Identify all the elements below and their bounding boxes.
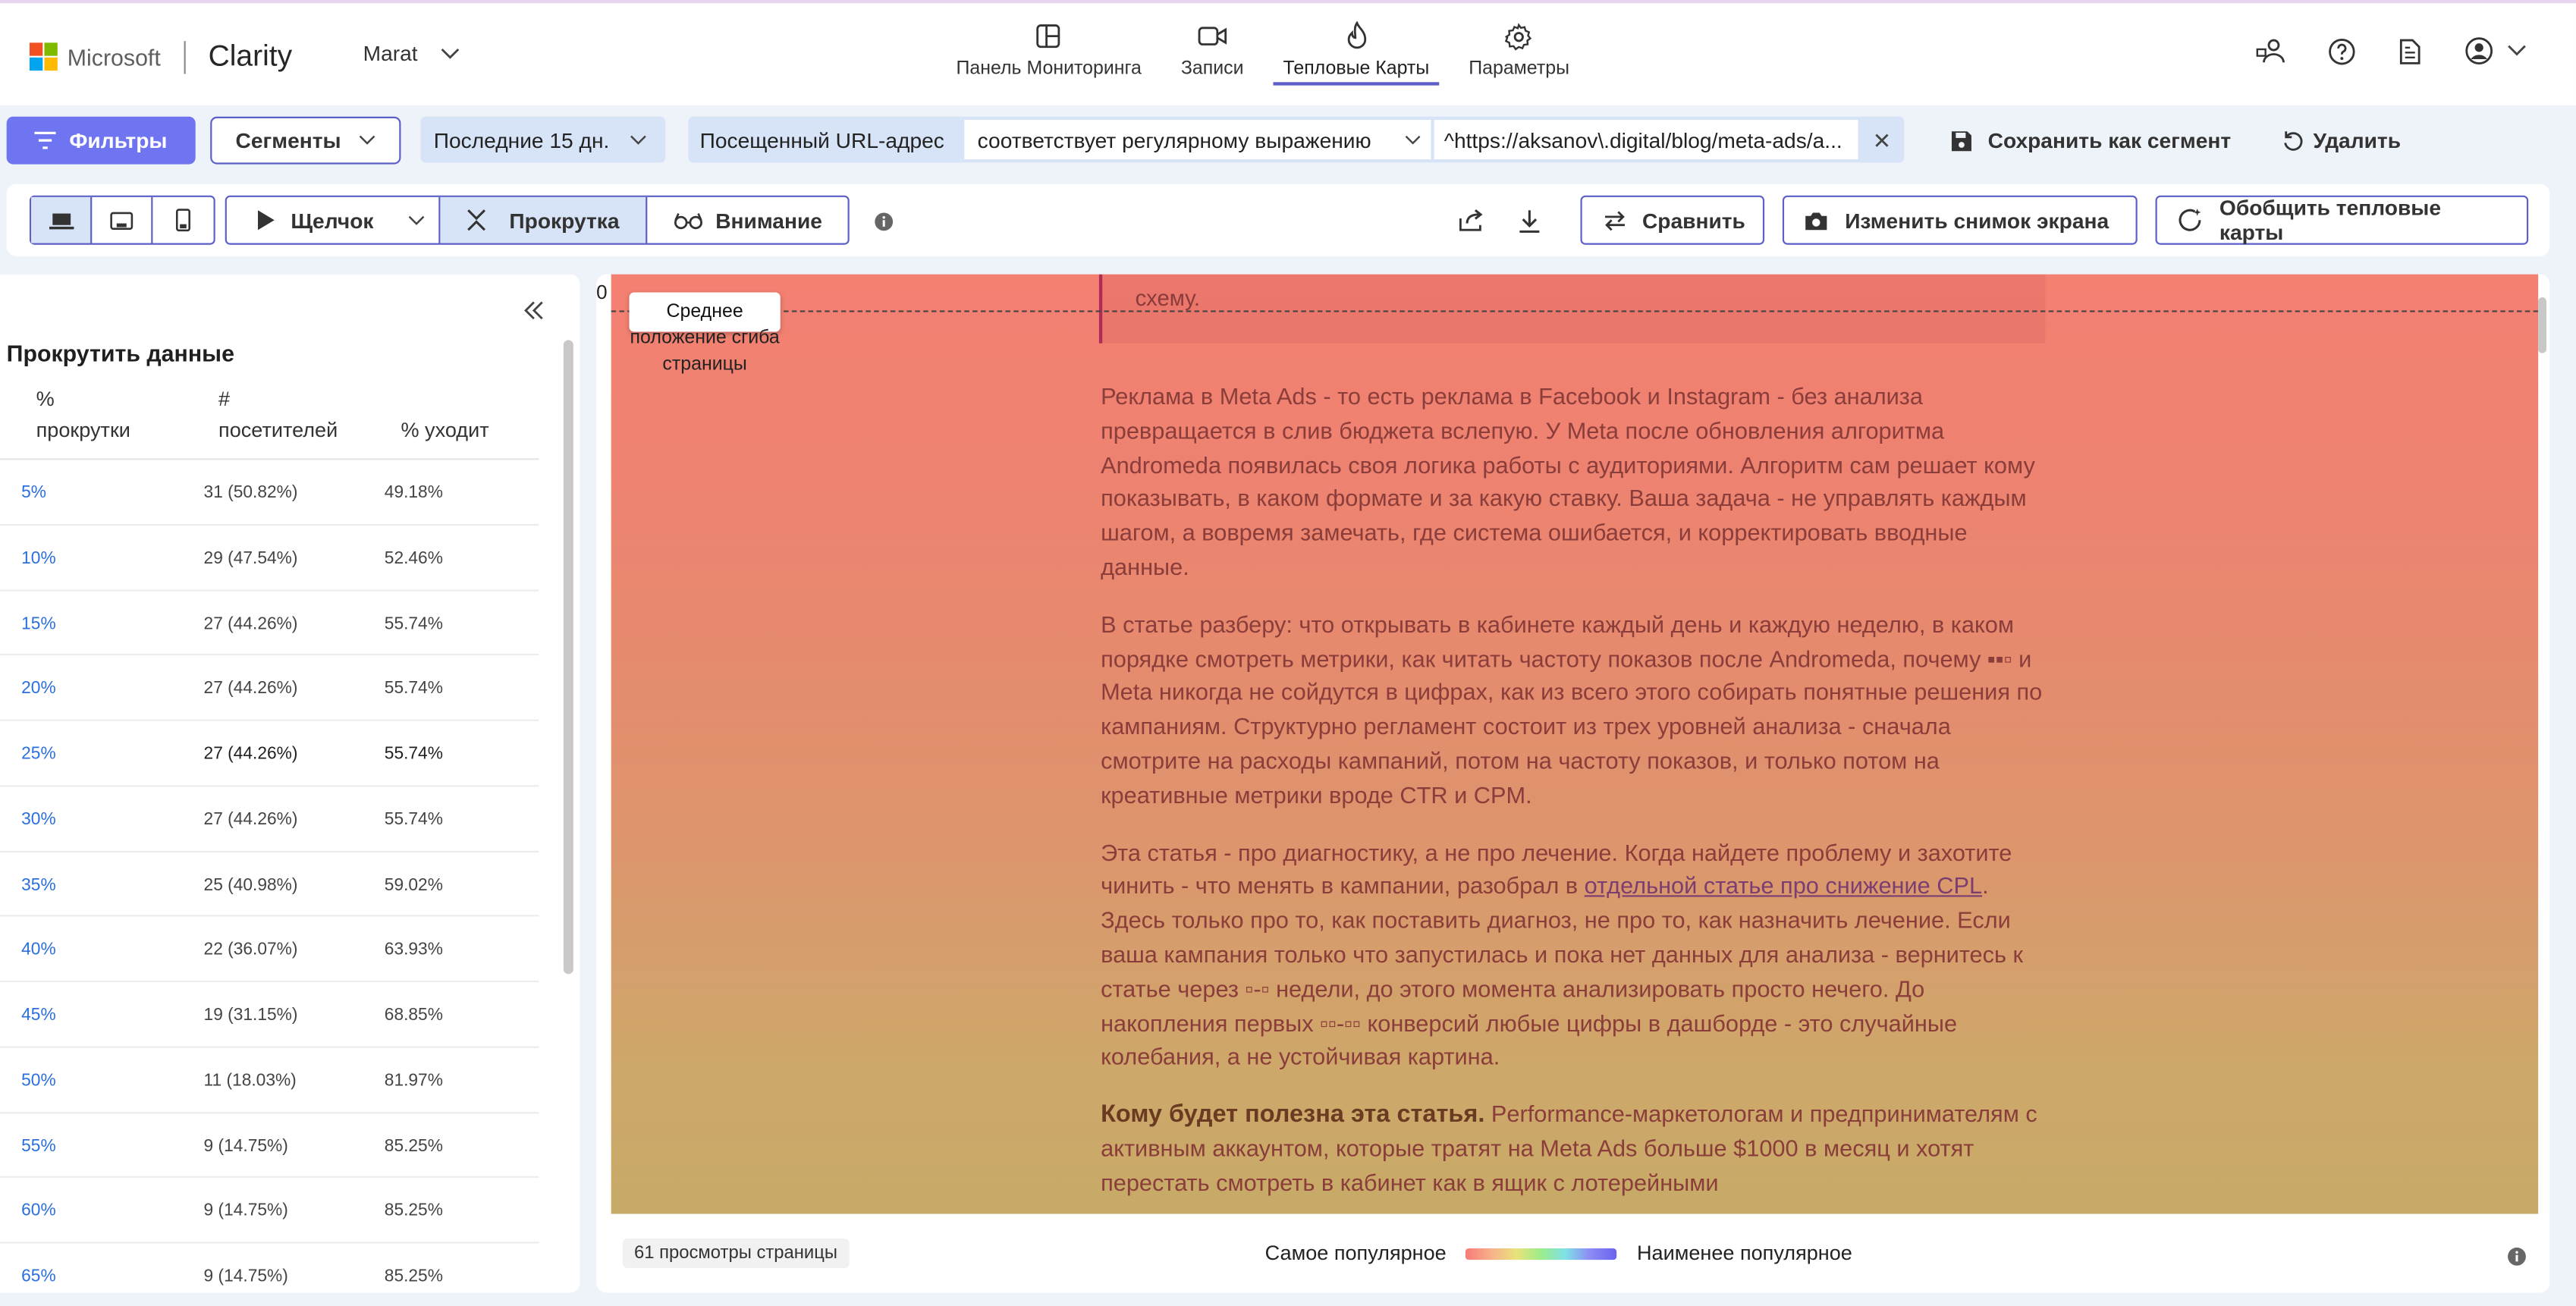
close-icon: [1874, 132, 1888, 146]
url-value-input[interactable]: ^https://aksanov\.digital/blog/meta-ads/a...: [1434, 120, 1858, 159]
table-row[interactable]: [0, 721, 539, 786]
average-fold-label: Среднее: [630, 293, 781, 332]
article-paragraph: Реклама в Meta Ads - то есть реклама в Facebook и Instagram - без анализа превращается в слив бюджета вслепую. У Meta после обновления алгоритма Andromeda появилась своя логика работы с аудиториями. Алгоритм сам решает кому показывать, в каком формате и за какую ставку. Ваша задача - не управлять каждым шагом, а вовремя замечать, где система ошибается, и корректировать вводные данные.: [1101, 384, 2035, 582]
tab-label: Тепловые Карты: [1283, 58, 1430, 79]
segments-label: Сегменты: [235, 127, 341, 153]
average-fold-label-rest: положение сгиба страницы: [630, 328, 780, 374]
row-scroll-pct: 10%: [21, 548, 56, 568]
table-row[interactable]: [0, 1178, 539, 1243]
scroll-table-body: [0, 460, 539, 1292]
mobile-button[interactable]: [152, 197, 213, 243]
share-project-button[interactable]: [2256, 38, 2285, 64]
article-paragraph: [1101, 1099, 2047, 1201]
docs-button[interactable]: [2399, 37, 2421, 65]
article-quote-block: [1099, 275, 2046, 344]
row-scroll-pct: 35%: [21, 874, 56, 895]
row-visitors: 9 (14.75%): [203, 1266, 288, 1286]
toolbar-actions: [1459, 196, 2528, 245]
row-visitors: 9 (14.75%): [203, 1201, 288, 1221]
url-filter-label: Посещенный URL-адрес: [699, 127, 944, 152]
camera-icon: [1804, 209, 1828, 231]
tab-label: Записи: [1180, 58, 1244, 79]
chevron-down-icon: [1405, 134, 1422, 146]
info-icon[interactable]: [2507, 1245, 2527, 1275]
tablet-icon: [110, 211, 133, 229]
document-icon: [2399, 37, 2421, 65]
table-row[interactable]: [0, 1244, 539, 1293]
heat-legend: [1265, 1242, 1852, 1264]
heatmap-viewport: [596, 275, 2549, 1293]
table-row[interactable]: [0, 460, 539, 525]
column-header-scroll-pct[interactable]: [36, 385, 130, 447]
desktop-button[interactable]: [31, 197, 92, 243]
row-visitors: 11 (18.03%): [203, 1070, 297, 1091]
brand[interactable]: [30, 39, 292, 74]
user-circle-icon: [2464, 36, 2494, 66]
article-paragraph: [1101, 837, 2047, 1076]
mode-scroll-button[interactable]: [440, 197, 647, 243]
header-line: прокрутки: [36, 419, 130, 442]
date-range-chip[interactable]: [420, 117, 665, 163]
row-visitors: 29 (47.54%): [203, 548, 298, 568]
tab-dashboard[interactable]: [947, 20, 1151, 86]
summarize-label: Обобщить тепловые карты: [2219, 195, 2441, 245]
table-row[interactable]: [0, 786, 539, 852]
pageviews-badge: 61 просмотры страницы: [623, 1239, 849, 1268]
bold-lead: Кому будет полезна эта статья.: [1101, 1100, 1485, 1129]
row-leaves: 63.93%: [384, 940, 443, 960]
microsoft-logo-icon: [30, 42, 58, 71]
delete-button[interactable]: [2282, 128, 2401, 152]
text-run: Performance-маркетологам и предпринимателям с активным аккаунтом, которые тратят на Meta Ads больше $1000 в месяц и хотят перестать смотреть в кабинет как в ящик с лотерейными: [1101, 1102, 2037, 1198]
row-leaves: 59.02%: [384, 874, 443, 895]
top-nav: [0, 3, 2576, 105]
row-scroll-pct: 55%: [21, 1135, 56, 1156]
swap-icon: [1603, 209, 1626, 231]
url-operator-value: соответствует регулярному выражению: [977, 127, 1371, 152]
change-screenshot-label: Изменить снимок экрана: [1845, 207, 2109, 233]
row-leaves: 55.74%: [384, 613, 443, 633]
double-chevron-left-icon: [523, 300, 545, 320]
filters-label: Фильтры: [69, 127, 168, 153]
save-icon: [1950, 129, 1973, 152]
row-leaves: 85.25%: [384, 1266, 443, 1286]
row-scroll-pct: 20%: [21, 679, 56, 699]
gear-icon: [1505, 22, 1533, 50]
legend-least-popular: Наименее популярное: [1636, 1242, 1852, 1265]
scroll-zero-marker: 0: [596, 281, 608, 304]
heatmap-footer: [596, 1214, 2549, 1293]
row-leaves: 68.85%: [384, 1005, 443, 1025]
brand-company: Microsoft: [67, 43, 161, 71]
compare-label: Сравнить: [1641, 207, 1745, 233]
row-visitors: 27 (44.26%): [203, 744, 298, 764]
share-icon: [1459, 209, 1485, 231]
mode-attention-button[interactable]: [647, 197, 847, 243]
scroll-heatmap-overlay[interactable]: [611, 275, 2538, 1214]
dashboard-icon: [1035, 23, 1062, 49]
account-menu[interactable]: [2464, 36, 2527, 66]
row-scroll-pct: 65%: [21, 1266, 56, 1286]
tab-heatmaps[interactable]: [1274, 20, 1440, 86]
row-visitors: 19 (31.15%): [203, 1005, 298, 1025]
brand-product: Clarity: [208, 39, 293, 73]
chevron-down-icon: [357, 135, 375, 146]
row-leaves: 52.46%: [384, 548, 443, 568]
copilot-icon: [2177, 207, 2204, 234]
text-run: . Здесь только про то, как поставить диагноз, не про то, как назначить лечение. Если ваша кампания только что запустилась и пока нет данных для анализа - вернитесь к статье через ▫-▫ недели, до этого момента анализировать просто нечего. До накопления первых ▫▫-▫▫ конверсий любые цифры в дашборде - это случайные колебания, а не устойчивая картина.: [1101, 874, 2024, 1072]
filter-icon: [35, 131, 56, 149]
panel-scrollbar[interactable]: [564, 340, 573, 974]
article-content: [1101, 381, 2047, 1213]
url-operator-select[interactable]: [964, 120, 1431, 159]
flame-icon: [1345, 21, 1368, 51]
mode-scroll-label: Прокрутка: [509, 207, 620, 233]
chevron-down-icon: [441, 47, 460, 60]
table-row[interactable]: [0, 526, 539, 591]
help-button[interactable]: [2328, 37, 2356, 65]
header-line: посетителей: [218, 419, 338, 442]
brand-divider: [184, 40, 185, 73]
help-icon: [2328, 37, 2356, 65]
header-actions: [2213, 36, 2527, 66]
heatmap-mode-selector: [225, 196, 850, 245]
mode-attention-label: Внимание: [715, 207, 822, 233]
tab-recordings[interactable]: [1171, 20, 1254, 86]
header-line: #: [218, 388, 231, 411]
row-scroll-pct: 60%: [21, 1201, 56, 1221]
undo-icon: [2282, 129, 2304, 152]
row-visitors: 25 (40.98%): [203, 874, 298, 895]
table-row[interactable]: [0, 852, 539, 917]
average-fold-line: [611, 310, 2538, 312]
row-leaves: 55.74%: [384, 744, 443, 764]
table-row[interactable]: [0, 982, 539, 1047]
date-range-label: Последние 15 дн.: [433, 127, 610, 152]
url-filter-chip: [688, 117, 1904, 163]
mode-click-button[interactable]: [227, 197, 441, 243]
row-scroll-pct: 45%: [21, 1005, 56, 1025]
filter-bar: [0, 111, 2576, 171]
compare-button[interactable]: [1580, 196, 1764, 245]
scroll-data-panel: [0, 275, 580, 1293]
legend-gradient-bar: [1466, 1248, 1617, 1259]
table-row[interactable]: [0, 591, 539, 656]
row-leaves: 81.97%: [384, 1070, 443, 1091]
chevron-down-icon: [629, 134, 647, 146]
table-row[interactable]: [0, 656, 539, 721]
header-line: %: [36, 388, 55, 411]
table-row[interactable]: [0, 917, 539, 982]
panel-title: Прокрутить данные: [6, 340, 234, 366]
scroll-icon: [467, 209, 486, 231]
row-leaves: 55.74%: [384, 809, 443, 830]
article-paragraph: В статье разберу: что открывать в кабинете каждый день и каждую неделю, в каком порядке смотреть метрики, как читать частоту показов после Andromeda, почему ▪▪▫ и Meta никогда не сойдутся в цифрах, как из всего этого собирать понятные решения по кампаниям. Структурно регламент состоит из трех уровней анализа - сначала смотрите на расходы кампаний, потом на частоту показов, и только потом на креативные метрики вроде CTR и CPM.: [1101, 612, 2043, 810]
tab-settings[interactable]: [1459, 20, 1579, 86]
article-link[interactable]: отдельной статье про снижение CPL: [1584, 874, 1983, 901]
share-button[interactable]: [1459, 209, 1485, 231]
download-icon: [1518, 208, 1541, 232]
row-scroll-pct: 50%: [21, 1070, 56, 1091]
row-visitors: 27 (44.26%): [203, 613, 298, 633]
row-leaves: 55.74%: [384, 679, 443, 699]
row-visitors: 22 (36.07%): [203, 940, 298, 960]
phone-icon: [176, 209, 190, 231]
collapse-panel-button[interactable]: [523, 299, 545, 328]
table-header: [0, 381, 539, 460]
table-row[interactable]: [0, 1047, 539, 1113]
download-button[interactable]: [1518, 208, 1541, 232]
chevron-down-icon: [2507, 44, 2527, 57]
save-segment-label: Сохранить как сегмент: [1987, 127, 2232, 153]
main-tabs: [937, 20, 1589, 86]
text-run: Эта статья - про диагностику, а не про лечение. Когда найдете проблему и захотите чинить - что менять в кампании, разобрал в: [1101, 840, 2012, 901]
row-leaves: 85.25%: [384, 1201, 443, 1221]
project-name: Marat: [363, 41, 418, 66]
device-selector: [30, 196, 215, 245]
save-as-segment-button[interactable]: [1950, 128, 2231, 152]
segments-dropdown[interactable]: [210, 117, 401, 165]
viewport-scrollbar[interactable]: [2538, 297, 2546, 353]
laptop-icon: [49, 211, 73, 229]
row-visitors: 27 (44.26%): [203, 679, 298, 699]
column-header-leaves[interactable]: % уходит: [401, 419, 489, 442]
row-scroll-pct: 30%: [21, 809, 56, 830]
project-selector[interactable]: [363, 41, 460, 65]
tab-label: Параметры: [1469, 58, 1570, 79]
filters-button[interactable]: [7, 117, 196, 165]
row-leaves: 85.25%: [384, 1135, 443, 1156]
chevron-down-icon: [407, 215, 426, 226]
remove-url-filter-button[interactable]: [1858, 132, 1905, 146]
glasses-icon: [673, 211, 702, 229]
row-scroll-pct: 25%: [21, 744, 56, 764]
row-visitors: 9 (14.75%): [203, 1135, 288, 1156]
summarize-heatmaps-button[interactable]: [2156, 196, 2529, 245]
quote-text: схему.: [1135, 285, 1201, 311]
row-scroll-pct: 40%: [21, 940, 56, 960]
users-icon: [2256, 38, 2285, 64]
tablet-button[interactable]: [92, 197, 152, 243]
mode-click-label: Щелчок: [291, 207, 374, 233]
table-row[interactable]: [0, 1113, 539, 1178]
tab-label: Панель Мониторинга: [956, 58, 1142, 79]
column-header-visitors[interactable]: [218, 385, 338, 447]
legend-most-popular: Самое популярное: [1264, 1242, 1447, 1265]
row-leaves: 49.18%: [384, 482, 443, 503]
delete-label: Удалить: [2313, 127, 2402, 153]
video-icon: [1198, 24, 1227, 47]
row-visitors: 27 (44.26%): [203, 809, 298, 830]
row-scroll-pct: 15%: [21, 613, 56, 633]
cursor-icon: [256, 209, 276, 231]
row-scroll-pct: 5%: [21, 482, 47, 503]
row-visitors: 31 (50.82%): [203, 482, 298, 503]
change-screenshot-button[interactable]: [1783, 196, 2138, 245]
heatmap-toolbar: [7, 184, 2550, 256]
info-icon[interactable]: [874, 210, 894, 240]
